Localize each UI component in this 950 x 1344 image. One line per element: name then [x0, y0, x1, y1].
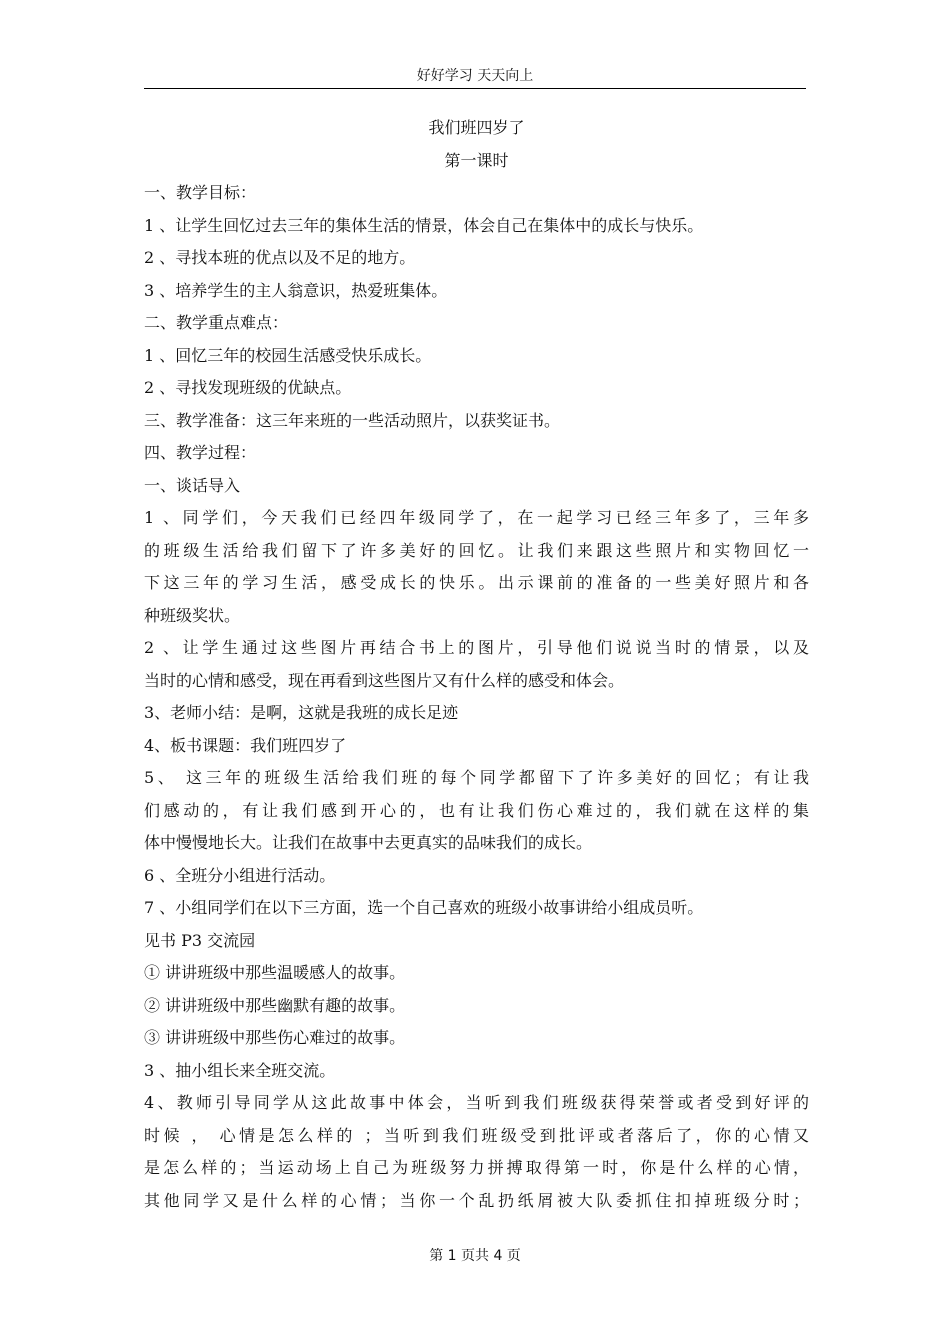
text-line: 3 、培养学生的主人翁意识，热爱班集体。: [144, 280, 448, 300]
header-divider: [144, 88, 806, 89]
text-line: 时候 ， 心情是怎么样的 ；当听到我们班级受到批评或者落后了，你的心情又: [144, 1125, 809, 1145]
text-line: ① 讲讲班级中那些温暖感人的故事。: [144, 963, 406, 982]
text-line: 的班级生活给我们留下了许多美好的回忆。让我们来跟这些照片和实物回忆一: [144, 540, 809, 560]
text-line: 三、教学准备：这三年来班的一些活动照片，以获奖证书。: [144, 410, 561, 430]
text-line: 2 、寻找发现班级的优缺点。: [144, 378, 352, 397]
document-subtitle: 第一课时: [444, 150, 509, 170]
document-title: 我们班四岁了: [428, 118, 525, 137]
text-line: 四、教学过程：: [144, 443, 257, 462]
text-line: 下这三年的学习生活，感受成长的快乐。出示课前的准备的一些美好照片和各: [144, 573, 809, 592]
text-line: 二、教学重点难点：: [144, 313, 289, 332]
text-line: 1 、同学们，今天我们已经四年级同学了，在一起学习已经三年多了，三年多: [144, 508, 809, 527]
text-line: 3、老师小结：是啊，这就是我班的成长足迹: [144, 703, 459, 722]
text-line: ② 讲讲班级中那些幽默有趣的故事。: [144, 995, 406, 1015]
text-line: 一、教学目标：: [144, 183, 257, 202]
text-line: 是怎么样的；当运动场上自己为班级努力拼搏取得第一时，你是什么样的心情，: [144, 1158, 809, 1177]
page-footer: 第 1 页共 4 页: [429, 1248, 521, 1264]
text-line: 种班级奖状。: [144, 605, 241, 625]
text-line: 1 、让学生回忆过去三年的集体生活的情景，体会自己在集体中的成长与快乐。: [144, 215, 704, 235]
text-line: 体中慢慢地长大。让我们在故事中去更真实的品味我们的成长。: [144, 833, 593, 852]
document-lines: [144, 177, 809, 1217]
text-line: 其他同学又是什么样的心情；当你一个乱扔纸屑被大队委抓住扣掉班级分时；: [144, 1190, 809, 1210]
document-body: [144, 112, 809, 1217]
text-line: 一、谈话导入: [144, 475, 241, 495]
text-line: 5、 这三年的班级生活给我们班的每个同学都留下了许多美好的回忆；有让我: [144, 768, 809, 787]
text-line: 6 、全班分小组进行活动。: [144, 865, 336, 885]
text-line: 4、板书课题：我们班四岁了: [144, 735, 347, 755]
text-line: 1 、回忆三年的校园生活感受快乐成长。: [144, 345, 432, 365]
text-line: 们感动的，有让我们感到开心的，也有让我们伤心难过的，我们就在这样的集: [144, 800, 809, 820]
text-line: 7 、小组同学们在以下三方面，选一个自己喜欢的班级小故事讲给小组成员听。: [144, 898, 704, 917]
text-line: 当时的心情和感受，现在再看到这些图片又有什么样的感受和体会。: [144, 670, 625, 690]
text-line: 3 、抽小组长来全班交流。: [144, 1060, 336, 1080]
text-line: 2 、让学生通过这些图片再结合书上的图片，引导他们说说当时的情景，以及: [144, 638, 809, 657]
text-line: 2 、寻找本班的优点以及不足的地方。: [144, 248, 416, 267]
page-header: 好好学习 天天向上: [416, 68, 534, 84]
text-line: 4、教师引导同学从这此故事中体会，当听到我们班级获得荣誉或者受到好评的: [144, 1093, 809, 1112]
text-line: ③ 讲讲班级中那些伤心难过的故事。: [144, 1028, 406, 1047]
text-line: 见书 P3 交流园: [144, 930, 256, 950]
